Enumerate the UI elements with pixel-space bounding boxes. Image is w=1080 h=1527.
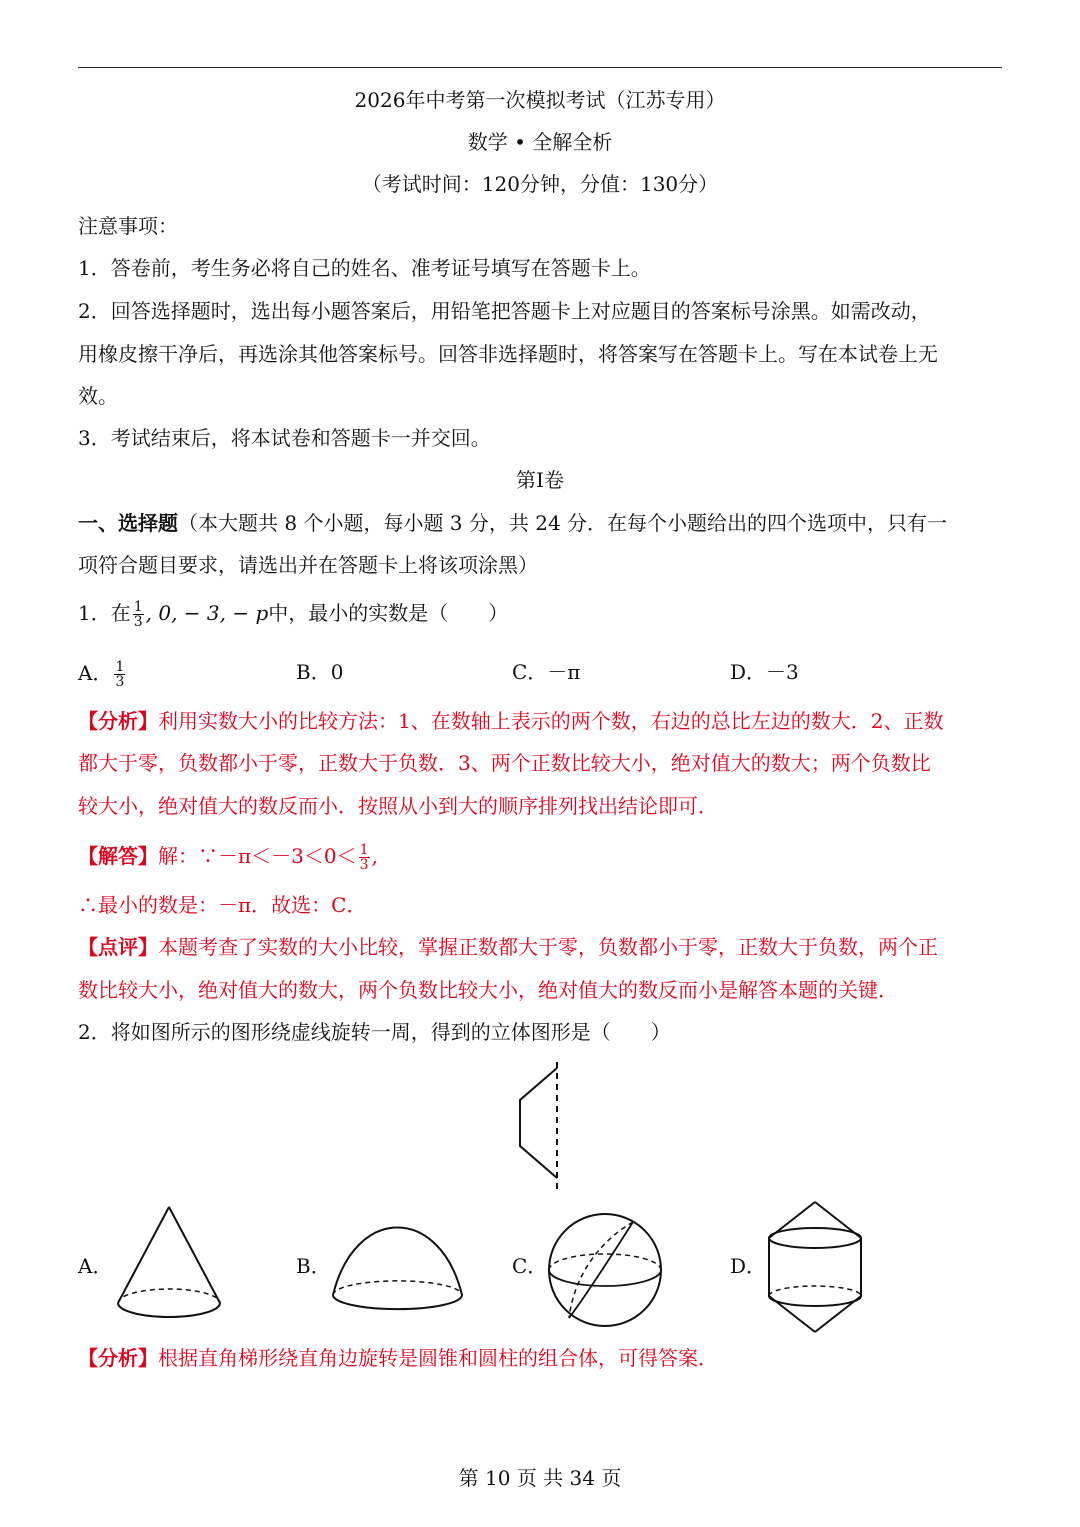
q2-option-c[interactable]: C． [512, 1254, 548, 1278]
q1-analysis-line-3: 较大小，绝对值大的数反而小．按照从小到大的顺序排列找出结论即可． [78, 794, 718, 818]
q2-analysis-tag: 【分析】 [78, 1346, 158, 1370]
section-1-text: （本大题共 8 个小题，每小题 3 分，共 24 分．在每个小题给出的四个选项中，只有一 [178, 511, 948, 535]
q1-analysis-text: 利用实数大小的比较方法：1、在数轴上表示的两个数，右边的总比左边的数大．2、正数 [158, 709, 944, 733]
volume-title: 第Ⅰ卷 [516, 468, 564, 492]
page-title: 2026年中考第一次模拟考试（江苏专用） [354, 88, 726, 112]
q1-analysis-tag: 【分析】 [78, 709, 158, 733]
q1-option-c[interactable]: C．－π [512, 660, 581, 684]
q1-solution-fraction [359, 843, 370, 872]
notice-item-3: 3．考试结束后，将本试卷和答题卡一并交回。 [78, 426, 491, 450]
q1-comment-text: 本题考查了实数的大小比较，掌握正数都大于零，负数都小于零，正数大于负数，两个正 [158, 935, 938, 959]
q1-solution-tag: 【解答】 [78, 844, 158, 868]
q2-sphere-figure [545, 1210, 665, 1330]
question-2-stem: 2．将如图所示的图形绕虚线旋转一周，得到的立体图形是（ ） [78, 1020, 671, 1044]
q2-option-d[interactable]: D． [730, 1254, 767, 1278]
header-rule [78, 67, 1002, 68]
q2-cone-figure [110, 1205, 230, 1330]
q2-analysis-text: 根据直角梯形绕直角边旋转是圆锥和圆柱的组合体，可得答案． [158, 1346, 718, 1370]
exam-info: （考试时间：120分钟，分值：130分） [361, 172, 719, 196]
page-subtitle: 数学 • 全解全析 [467, 130, 613, 154]
section-1-line-2: 项符合题目要求，请选出并在答题卡上将该项涂黑） [78, 553, 538, 577]
page-footer: 第 10 页 共 34 页 [458, 1466, 622, 1490]
q2-trapezoid-figure [510, 1060, 570, 1190]
q1-fraction [133, 600, 144, 629]
notice-heading: 注意事项： [78, 214, 178, 238]
q1-option-a-num: 1 [115, 659, 125, 675]
trapezoid-outline [520, 1068, 557, 1178]
q1-option-b[interactable]: B．0 [296, 660, 344, 684]
q1-solution-text: 解：∵－π＜－3＜0＜ [158, 844, 357, 868]
q1-suffix: 中，最小的实数是（ ） [268, 601, 509, 625]
section-1-line-1 [78, 511, 1004, 535]
q1-prefix: 1．在 [78, 601, 131, 625]
q1-solution-den: 3 [359, 857, 369, 873]
q1-comment-line-2: 数比较大小，绝对值大的数大，两个负数比较大小，绝对值大的数反而小是解答本题的关键． [78, 978, 898, 1002]
q1-analysis-line-1 [78, 709, 1004, 733]
q1-list: , 0, − 3, − 𝑝 [145, 601, 269, 625]
q1-conclusion: ∴最小的数是：－π．故选：C． [78, 893, 367, 917]
section-1-label: 一、选择题 [78, 511, 178, 535]
q1-fraction-num: 1 [133, 599, 143, 615]
notice-item-2-line-1: 2．回答选择题时，选出每小题答案后，用铅笔把答题卡上对应题目的答案标号涂黑。如需改动， [78, 299, 931, 323]
q2-cylinder-cones-figure [765, 1200, 865, 1335]
q2-analysis [78, 1346, 1004, 1370]
notice-item-2-line-3: 效。 [78, 384, 118, 408]
notice-item-2-line-2: 用橡皮擦干净后，再选涂其他答案标号。回答非选择题时，将答案写在答题卡上。写在本试卷上无 [78, 342, 938, 366]
question-1-stem [78, 600, 1004, 629]
q2-option-a[interactable]: A． [78, 1254, 113, 1278]
q1-analysis-line-2: 都大于零，负数都小于零，正数大于负数．3、两个正数比较大小，绝对值大的数大；两个负数比 [78, 751, 931, 775]
q1-solution-end: , [371, 844, 378, 868]
notice-item-1: 1．答卷前，考生务必将自己的姓名、准考证号填写在答题卡上。 [78, 256, 651, 280]
q1-option-a-label: A． [78, 661, 113, 685]
q1-option-a-den: 3 [115, 674, 125, 690]
q1-solution-num: 1 [359, 842, 369, 858]
q1-solution [78, 843, 1004, 872]
q1-comment-tag: 【点评】 [78, 935, 158, 959]
q1-option-a[interactable] [78, 660, 127, 689]
q1-option-d[interactable]: D．－3 [730, 660, 799, 684]
q1-comment-line-1 [78, 935, 1004, 959]
q2-dome-figure [325, 1225, 470, 1320]
q1-option-a-fraction [114, 660, 125, 689]
q2-option-b[interactable]: B． [296, 1254, 331, 1278]
q1-fraction-den: 3 [133, 614, 143, 630]
